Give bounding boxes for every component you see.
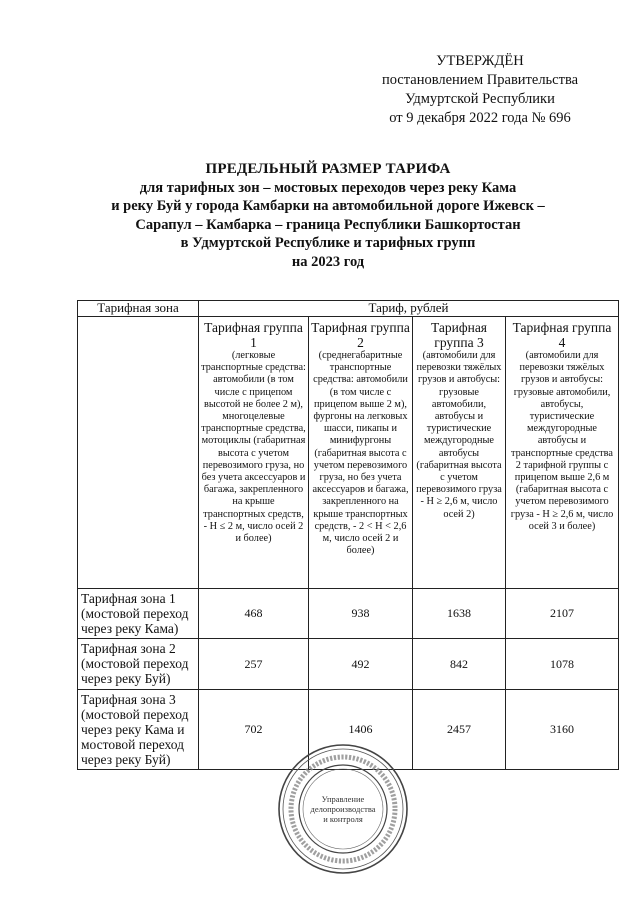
zone-1-group-4-value: 2107 — [506, 589, 619, 639]
stamp-center-line-2: делопроизводства — [310, 804, 376, 814]
zone-3-label: Тарифная зона 3 (мостовой переход через реку Кама и мостовой переход через реку Буй) — [78, 690, 199, 770]
document-title — [60, 160, 596, 271]
title-line-1: для тарифных зон – мостовых переходов через реку Кама — [139, 179, 517, 196]
zone-3-group-2-value: 1406 — [309, 690, 413, 770]
official-stamp — [276, 742, 410, 876]
zone-1-group-1-value: 468 — [199, 589, 309, 639]
zone-column-header: Тарифная зона — [78, 301, 199, 317]
zone-2-group-4-value: 1078 — [506, 639, 619, 690]
group-3-description: (автомобили для перевозки тяжёлых грузов и автобусы: грузовые автомобили, автобусы и туристические междугородные автобусы (габаритная высота с учетом перевозимого груза - H ≥ 2,6 м, число осей 2) — [416, 350, 502, 520]
group-1-name: Тарифная группа 1 — [204, 320, 303, 350]
zone-2-group-3-value: 842 — [413, 639, 506, 690]
approval-line-4: от 9 декабря 2022 года № 696 — [389, 110, 571, 126]
zone-2-label: Тарифная зона 2 (мостовой переход через реку Буй) — [78, 639, 199, 690]
group-4-name: Тарифная группа 4 — [512, 320, 612, 350]
group-2-description: (среднегабаритные транспортные средства: автомобили (в том числе с прицепом выше 2 м), фургоны на легковых шасси, пикапы и минифургоны (габаритная высота с учетом перевозимого груза, но без учета аксессуаров и багажа, закрепленного на крыше транспортных средств, - 2 < H < 2,6 м, число осей 2 и более) — [312, 350, 409, 557]
zone-2-group-2-value: 492 — [309, 639, 413, 690]
stamp-center-line-1: Управление — [321, 794, 365, 804]
group-2-header — [309, 317, 413, 589]
group-1-header — [199, 317, 309, 589]
title-line-4: в Удмуртской Республике и тарифных групп — [180, 235, 476, 251]
approval-line-2: постановлением Правительства — [381, 72, 579, 88]
tariff-column-header: Тариф, рублей — [199, 301, 619, 317]
group-1-description: (легковые транспортные средства: автомобили (в том числе с прицепом высотой не более 2 м), многоцелевые транспортные средства, мотоциклы (габаритная высота с учетом перевозимого груза, но без учета аксессуаров и багажа, закрепленного на крыше транспортных средств, - H ≤ 2 м, число осей 2 и более) — [201, 350, 306, 545]
group-3-header — [413, 317, 506, 589]
approval-block — [340, 52, 620, 128]
zone-1-group-2-value: 938 — [309, 589, 413, 639]
zone-3-group-3-value: 2457 — [413, 690, 506, 770]
group-4-header — [506, 317, 619, 589]
approval-heading: УТВЕРЖДЁН — [436, 53, 524, 69]
group-3-name: Тарифная группа 3 — [430, 320, 488, 350]
title-line-2: и реку Буй у города Камбарки на автомобильной дороге Ижевск – — [111, 198, 545, 214]
zone-2-group-1-value: 257 — [199, 639, 309, 690]
zone-1-label: Тарифная зона 1 (мостовой переход через реку Кама) — [78, 589, 199, 639]
stamp-seal-icon — [276, 742, 410, 876]
table-row — [78, 589, 619, 639]
approval-line-3: Удмуртской Республики — [405, 91, 555, 107]
title-line-5: на 2023 год — [291, 253, 365, 270]
zone-3-group-1-value: 702 — [199, 690, 309, 770]
zone-1-group-3-value: 1638 — [413, 589, 506, 639]
empty-header-cell — [78, 317, 199, 589]
stamp-center-line-3: и контроля — [323, 814, 363, 824]
group-2-name: Тарифная группа 2 — [311, 320, 410, 350]
zone-3-group-4-value: 3160 — [506, 690, 619, 770]
group-header-row — [78, 317, 619, 589]
table-row — [78, 639, 619, 690]
group-4-description: (автомобили для перевозки тяжёлых грузов и автобусы: грузовые автомобили, автобусы, туристические междугородные автобусы и транспортные средства 2 тарифной группы с прицепом выше 2,6 м (габаритная высота с учетом перевозимого груза - H ≥ 2,6 м, число осей 3 и более) — [510, 350, 614, 532]
tariff-table — [77, 300, 619, 770]
title-line-3: Сарапул – Камбарка – граница Республики Башкортостан — [135, 216, 521, 233]
title-main: ПРЕДЕЛЬНЫЙ РАЗМЕР ТАРИФА — [205, 161, 451, 177]
